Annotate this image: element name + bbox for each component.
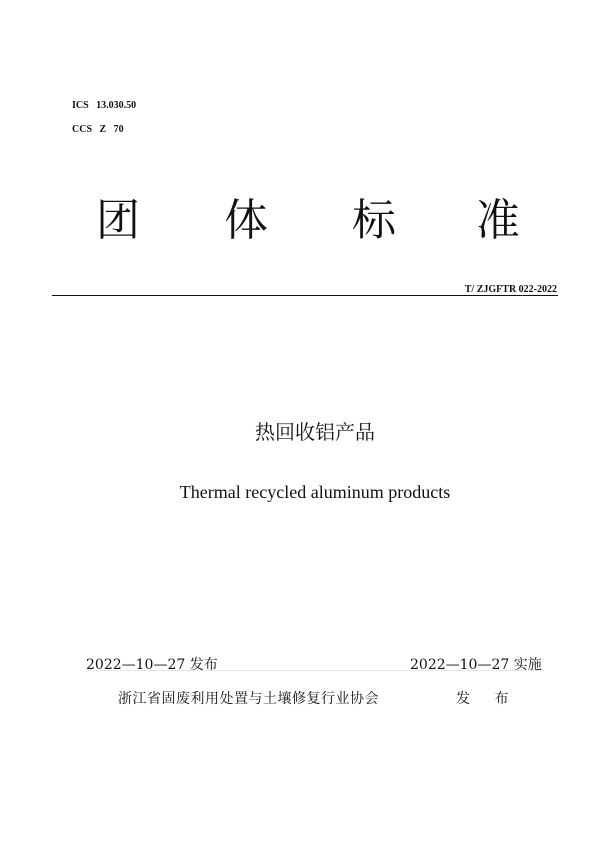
issuer-name: 浙江省固废利用处置与土壤修复行业协会	[118, 691, 379, 707]
standard-type-heading	[0, 195, 600, 255]
date-divider	[86, 670, 544, 671]
standard-type-char: 体	[224, 195, 268, 246]
publish-label: 发 布	[456, 691, 509, 707]
standard-type-char: 准	[476, 195, 520, 246]
standard-type-char: 团	[96, 195, 140, 246]
ccs-code: CCS Z 70	[72, 124, 124, 135]
implement-date: 2022—10—27 实施	[410, 657, 542, 673]
document-title-chinese: 热回收铝产品	[255, 420, 375, 444]
ics-code: ICS 13.030.50	[72, 100, 137, 111]
standard-type-char: 标	[352, 195, 396, 246]
publish-date: 2022—10—27 发布	[86, 657, 218, 673]
document-title-english: Thermal recycled aluminum products	[179, 482, 451, 502]
header-divider	[52, 295, 558, 296]
standard-number: T/ ZJGFTR 022-2022	[464, 284, 557, 295]
